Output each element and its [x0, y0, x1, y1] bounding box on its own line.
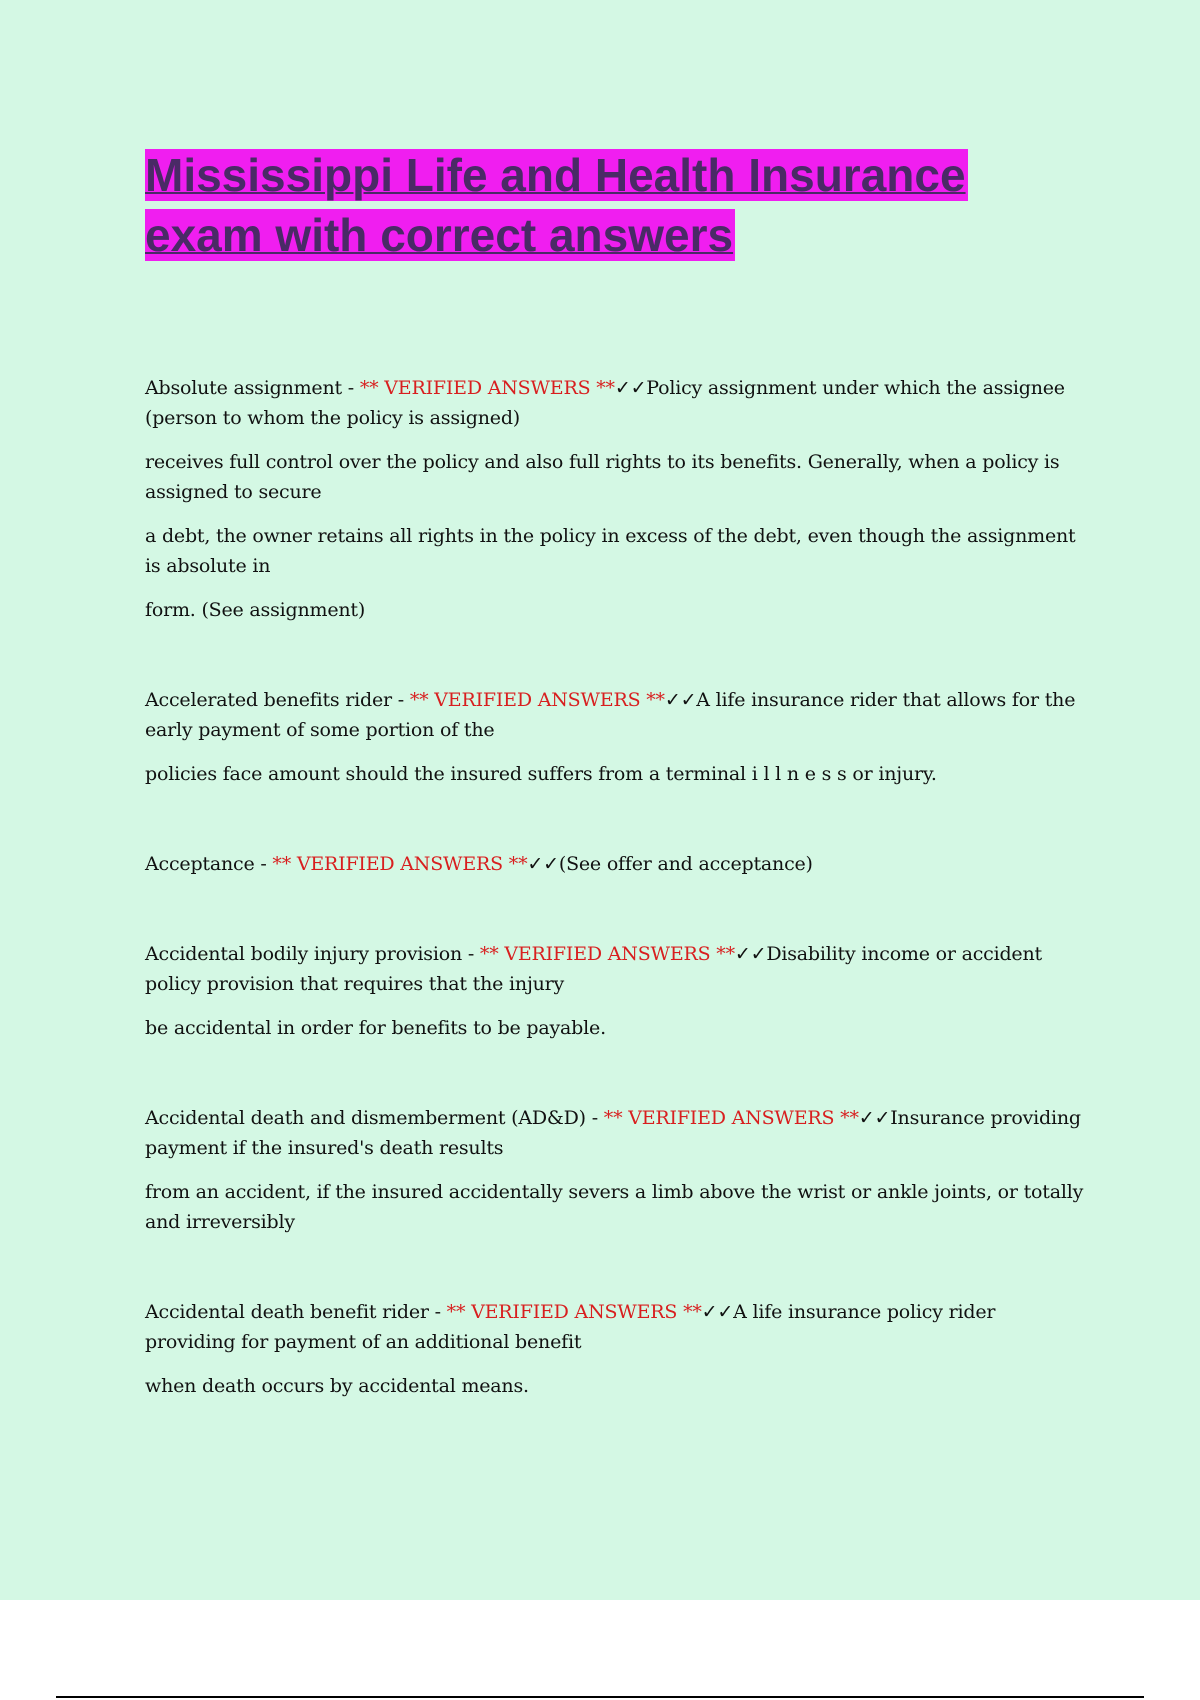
entry-continuation: from an accident, if the insured accidentally severs a limb above the wrist or ankle joints, or totally and irreversibly	[145, 1181, 1084, 1233]
title-line-2: exam with correct answers	[145, 209, 734, 261]
verified-tag: ** VERIFIED ANSWERS **	[272, 853, 528, 875]
entry-continuation: be accidental in order for benefits to be payable.	[145, 1017, 606, 1039]
glossary-entry	[145, 849, 1085, 879]
entry-definition: Policy assignment under which the assignee (person to whom the policy is assigned)	[145, 377, 1065, 429]
footer-rule	[56, 1696, 1144, 1698]
document-title	[145, 145, 1045, 265]
verified-tag: ** VERIFIED ANSWERS **	[479, 943, 735, 965]
entry-term: Accidental death and dismemberment (AD&D) -	[145, 1107, 604, 1129]
entry-term: Absolute assignment -	[145, 377, 360, 399]
entry-first-paragraph	[145, 939, 1085, 999]
glossary-entry	[145, 1297, 1085, 1401]
checkmarks-icon: ✓✓	[734, 943, 767, 965]
glossary-entry	[145, 373, 1085, 625]
entry-definition: (See offer and acceptance)	[558, 853, 813, 875]
entry-definition: Insurance providing payment if the insured's death results	[145, 1107, 1081, 1159]
checkmarks-icon: ✓✓	[614, 377, 647, 399]
entry-first-paragraph	[145, 373, 1085, 433]
glossary-entry	[145, 939, 1085, 1043]
title-line-1: Mississippi Life and Health Insurance	[145, 149, 966, 201]
verified-tag: ** VERIFIED ANSWERS **	[603, 1107, 859, 1129]
glossary-entry	[145, 685, 1085, 789]
entry-first-paragraph	[145, 685, 1085, 745]
glossary-entry	[145, 1103, 1085, 1237]
entry-continuation: policies face amount should the insured suffers from a terminal i l l n e s s or injury.	[145, 763, 937, 785]
entry-continuation: receives full control over the policy and also full rights to its benefits. Generally, when a policy is assigned to secure	[145, 451, 1060, 503]
glossary-entries	[145, 373, 1085, 1461]
entry-first-paragraph	[145, 1297, 1085, 1357]
entry-definition: A life insurance rider that allows for the early payment of some portion of the	[145, 689, 1076, 741]
checkmarks-icon: ✓✓	[527, 853, 559, 875]
entry-definition: Disability income or accident policy provision that requires that the injury	[145, 943, 1042, 995]
checkmarks-icon: ✓✓	[664, 689, 697, 711]
entry-term: Accidental bodily injury provision -	[145, 943, 480, 965]
verified-tag: ** VERIFIED ANSWERS **	[359, 377, 615, 399]
entry-term: Acceptance -	[145, 853, 273, 875]
entry-first-paragraph	[145, 849, 1085, 879]
entry-continuation: when death occurs by accidental means.	[145, 1375, 529, 1397]
checkmarks-icon: ✓✓	[858, 1107, 891, 1129]
entry-term: Accidental death benefit rider -	[145, 1301, 447, 1323]
entry-first-paragraph	[145, 1103, 1085, 1163]
checkmarks-icon: ✓✓	[701, 1301, 734, 1323]
entry-definition: A life insurance policy rider providing for payment of an additional benefit	[145, 1301, 996, 1353]
entry-continuation: form. (See assignment)	[145, 599, 366, 621]
entry-continuation: a debt, the owner retains all rights in the policy in excess of the debt, even though the assignment is absolute in	[145, 525, 1076, 577]
entry-term: Accelerated benefits rider -	[145, 689, 410, 711]
verified-tag: ** VERIFIED ANSWERS **	[446, 1301, 702, 1323]
verified-tag: ** VERIFIED ANSWERS **	[409, 689, 665, 711]
